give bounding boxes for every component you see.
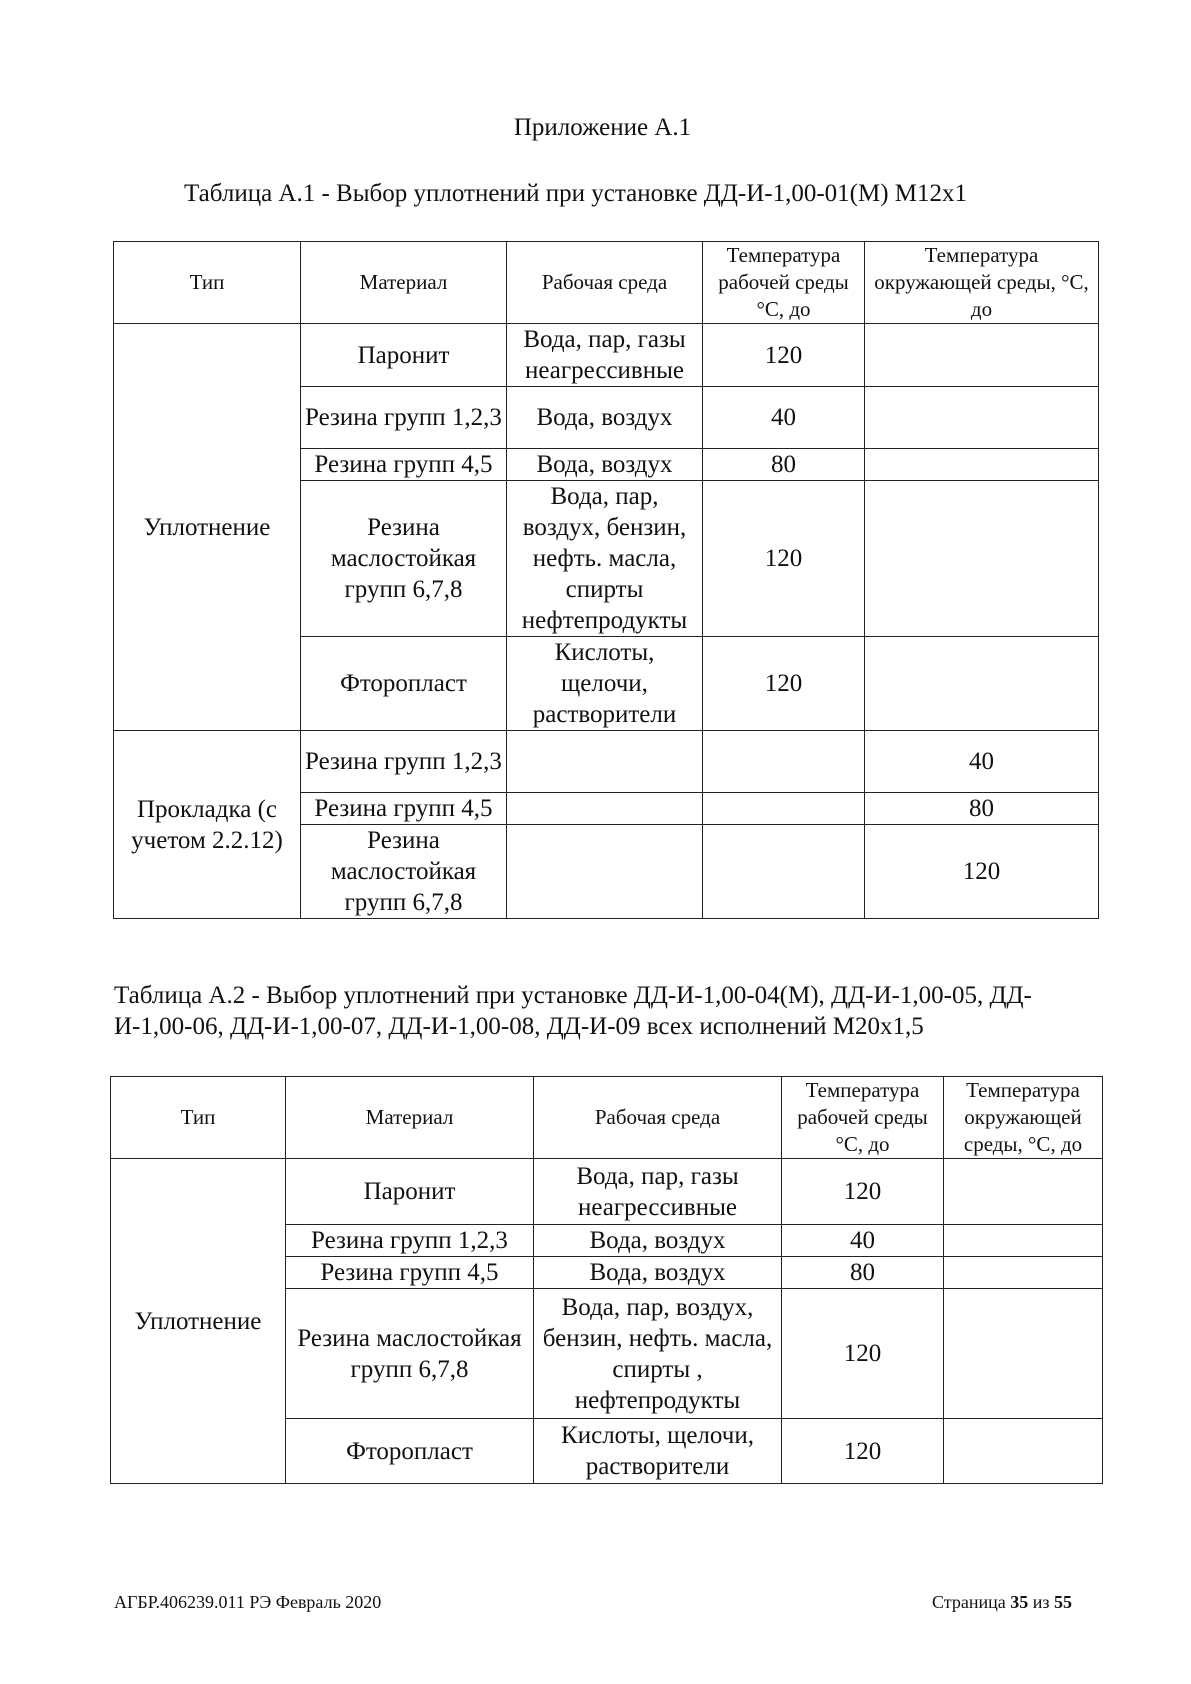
cell-temp-work: 80	[782, 1257, 944, 1289]
cell-temp-work: 120	[703, 637, 865, 731]
cell-temp-work: 80	[703, 449, 865, 481]
cell-material: Фторопласт	[286, 1419, 534, 1484]
cell-medium	[507, 825, 703, 919]
footer-page-number	[932, 1592, 1072, 1613]
footer-page-label: Страница	[932, 1592, 1006, 1612]
cell-temp-env	[865, 637, 1099, 731]
table2-header-type: Тип	[111, 1077, 286, 1159]
cell-medium: Кислоты, щелочи, растворители	[534, 1419, 782, 1484]
table1-type-gasket: Прокладка (с учетом 2.2.12)	[114, 731, 301, 919]
table1-caption: Таблица А.1 - Выбор уплотнений при установке ДД-И-1,00-01(М) М12х1	[184, 180, 968, 207]
cell-material: Резина групп 1,2,3	[286, 1225, 534, 1257]
footer-page-current: 35	[1010, 1592, 1029, 1612]
footer-page-sep: из	[1032, 1592, 1050, 1612]
table1-header-temp-work: Температура рабочей среды °С, до	[703, 242, 865, 324]
cell-temp-work: 120	[703, 324, 865, 387]
cell-temp-env: 120	[865, 825, 1099, 919]
table-row	[111, 1159, 1103, 1225]
table2-header-temp-work: Температура рабочей среды °С, до	[782, 1077, 944, 1159]
table2-caption: Таблица А.2 - Выбор уплотнений при установке ДД-И-1,00-04(М), ДД-И-1,00-05, ДД-И-1,00-06, ДД-И-1,00-07, ДД-И-1,00-08, ДД-И-09 всех исполнений М20х1,5	[114, 982, 1032, 1040]
cell-material: Фторопласт	[301, 637, 507, 731]
cell-temp-work: 120	[782, 1419, 944, 1484]
cell-temp-work: 40	[782, 1225, 944, 1257]
cell-medium: Вода, воздух	[507, 387, 703, 449]
cell-material: Резина маслостойкая групп 6,7,8	[286, 1289, 534, 1419]
table1-type-seal: Уплотнение	[114, 324, 301, 731]
table1-header-temp-env: Температура окружающей среды, °С, до	[865, 242, 1099, 324]
appendix-title: Приложение А.1	[513, 114, 692, 141]
table1-header-medium: Рабочая среда	[507, 242, 703, 324]
cell-temp-work: 120	[782, 1289, 944, 1419]
cell-medium: Кислоты, щелочи, растворители	[507, 637, 703, 731]
cell-temp-work: 40	[703, 387, 865, 449]
cell-material: Резина маслостойкая групп 6,7,8	[301, 481, 507, 637]
table2-header-temp-env: Температура окружающей среды, °С, до	[944, 1077, 1103, 1159]
cell-material: Резина групп 1,2,3	[301, 731, 507, 793]
cell-medium: Вода, воздух	[507, 449, 703, 481]
table1-header-type: Тип	[114, 242, 301, 324]
cell-medium: Вода, воздух	[534, 1257, 782, 1289]
cell-temp-env	[944, 1159, 1103, 1225]
table1-header-row	[114, 242, 1099, 324]
cell-temp-env	[865, 481, 1099, 637]
cell-temp-work	[703, 793, 865, 825]
cell-material: Резина групп 1,2,3	[301, 387, 507, 449]
footer-page-total: 55	[1054, 1592, 1072, 1612]
cell-temp-env	[944, 1225, 1103, 1257]
cell-temp-env: 80	[865, 793, 1099, 825]
cell-temp-work	[703, 731, 865, 793]
cell-medium: Вода, пар, воздух, бензин, нефть. масла, спирты нефтепродукты	[507, 481, 703, 637]
table2	[110, 1076, 1103, 1484]
cell-material: Резина групп 4,5	[301, 449, 507, 481]
cell-temp-env	[865, 387, 1099, 449]
table-row	[114, 731, 1099, 793]
table2-type-seal: Уплотнение	[111, 1159, 286, 1484]
cell-temp-env	[944, 1419, 1103, 1484]
table2-header-medium: Рабочая среда	[534, 1077, 782, 1159]
cell-medium: Вода, пар, воздух, бензин, нефть. масла, спирты , нефтепродукты	[534, 1289, 782, 1419]
cell-material: Резина групп 4,5	[301, 793, 507, 825]
cell-material: Резина маслостойкая групп 6,7,8	[301, 825, 507, 919]
table1-header-material: Материал	[301, 242, 507, 324]
cell-material: Паронит	[301, 324, 507, 387]
table2-header-material: Материал	[286, 1077, 534, 1159]
cell-medium	[507, 731, 703, 793]
cell-temp-work	[703, 825, 865, 919]
cell-material: Паронит	[286, 1159, 534, 1225]
cell-medium: Вода, воздух	[534, 1225, 782, 1257]
cell-material: Резина групп 4,5	[286, 1257, 534, 1289]
cell-temp-work: 120	[703, 481, 865, 637]
cell-medium: Вода, пар, газы неагрессивные	[507, 324, 703, 387]
cell-temp-env	[865, 324, 1099, 387]
table2-header-row	[111, 1077, 1103, 1159]
table1	[113, 241, 1099, 919]
cell-temp-env	[944, 1257, 1103, 1289]
cell-temp-env: 40	[865, 731, 1099, 793]
cell-temp-work: 120	[782, 1159, 944, 1225]
table-row	[114, 324, 1099, 387]
cell-medium	[507, 793, 703, 825]
footer-doc-id: АГБР.406239.011 РЭ Февраль 2020	[114, 1592, 382, 1612]
cell-temp-env	[865, 449, 1099, 481]
cell-medium: Вода, пар, газы неагрессивные	[534, 1159, 782, 1225]
cell-temp-env	[944, 1289, 1103, 1419]
